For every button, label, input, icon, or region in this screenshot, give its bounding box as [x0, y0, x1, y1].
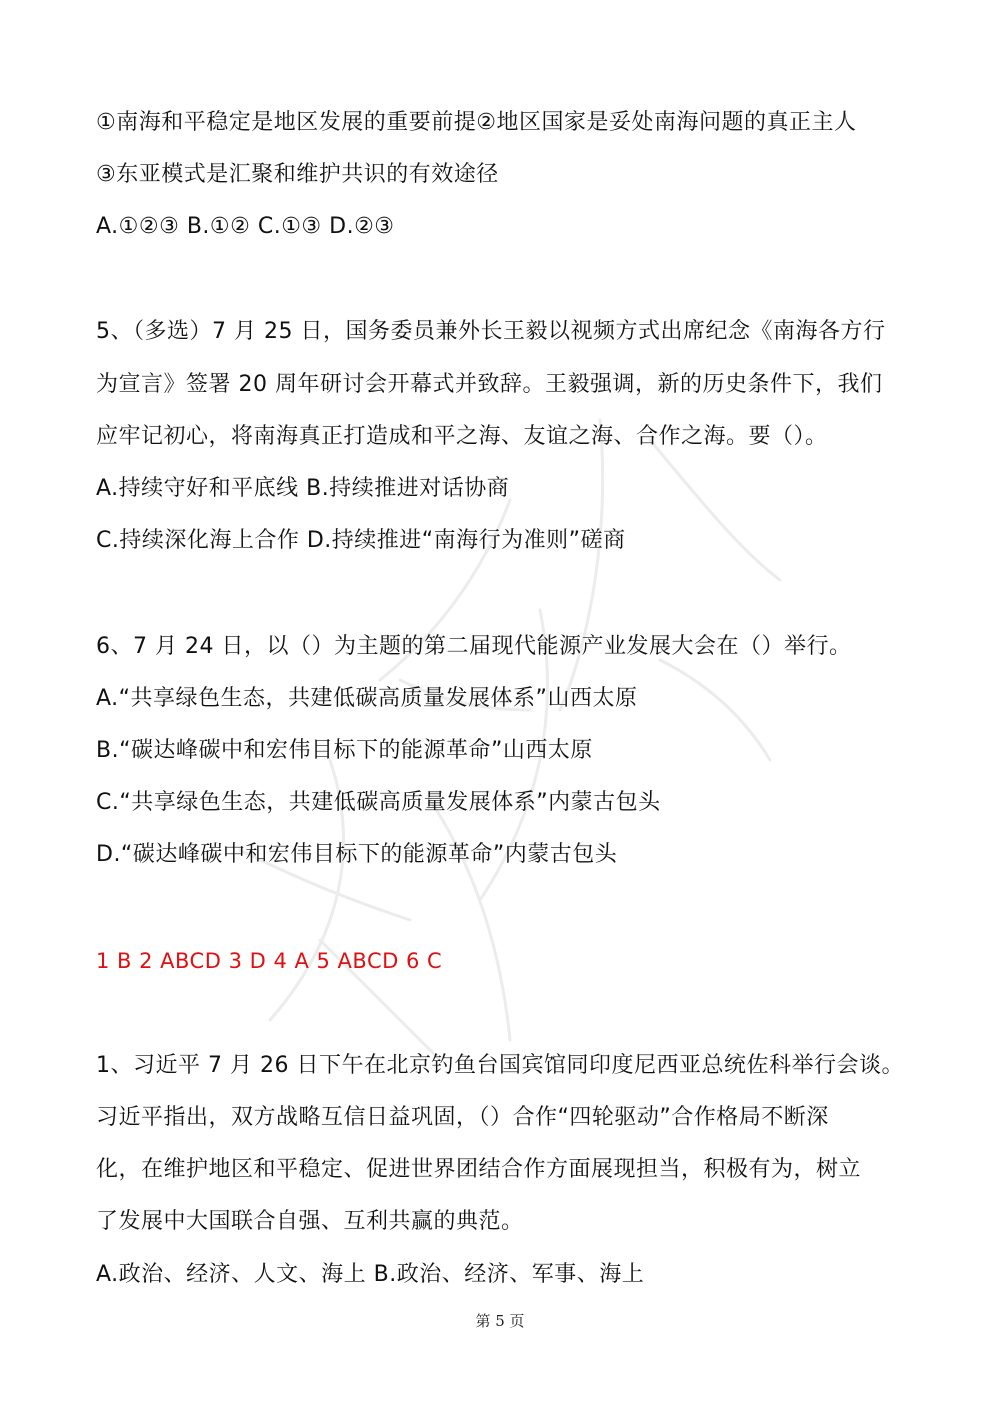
page-number: 第 5 页: [475, 1312, 525, 1330]
question-1-stem-line-1: 1、习近平 7 月 26 日下午在北京钓鱼台国宾馆同印度尼西亚总统佐科举行会谈。: [96, 1053, 904, 1078]
question-6-choice-c: C.“共享绿色生态，共建低碳高质量发展体系”内蒙古包头: [96, 790, 661, 815]
question-5-stem-line-2: 为宣言》签署 20 周年研讨会开幕式并致辞。王毅强调，新的历史条件下，我们: [96, 372, 883, 397]
question-5-choices-cd: C.持续深化海上合作 D.持续推进“南海行为准则”磋商: [96, 528, 626, 553]
question-6-choice-a: A.“共享绿色生态，共建低碳高质量发展体系”山西太原: [96, 686, 638, 711]
question-1-stem-line-2: 习近平指出，双方战略互信日益巩固，（）合作“四轮驱动”合作格局不断深: [96, 1105, 829, 1130]
question-1-choices-ab: A.政治、经济、人文、海上 B.政治、经济、军事、海上: [96, 1262, 645, 1287]
question-5-stem-line-3: 应牢记初心，将南海真正打造成和平之海、友谊之海、合作之海。要（）。: [96, 424, 828, 449]
question-6-choice-b: B.“碳达峰碳中和宏伟目标下的能源革命”山西太原: [96, 738, 593, 763]
option-statements-line-1: ①南海和平稳定是地区发展的重要前提②地区国家是妥处南海问题的真正主人: [96, 110, 857, 135]
question-5-stem-line-1: 5、（多选）7 月 25 日，国务委员兼外长王毅以视频方式出席纪念《南海各方行: [96, 319, 886, 344]
question-5-choices-ab: A.持续守好和平底线 B.持续推进对话协商: [96, 476, 510, 501]
question-1-stem-line-3: 化，在维护地区和平稳定、促进世界团结合作方面展现担当，积极有为，树立: [96, 1157, 862, 1182]
option-statements-line-2: ③东亚模式是汇聚和维护共识的有效途径: [96, 162, 499, 187]
question-6-stem: 6、7 月 24 日，以（）为主题的第二届现代能源产业发展大会在（）举行。: [96, 634, 852, 659]
question-6-choice-d: D.“碳达峰碳中和宏伟目标下的能源革命”内蒙古包头: [96, 842, 618, 867]
question-1-stem-line-4: 了发展中大国联合自强、互利共赢的典范。: [96, 1209, 524, 1234]
answer-key: 1 B 2 ABCD 3 D 4 A 5 ABCD 6 C: [96, 949, 443, 973]
question-4-choices: A.①②③ B.①② C.①③ D.②③: [96, 214, 395, 239]
